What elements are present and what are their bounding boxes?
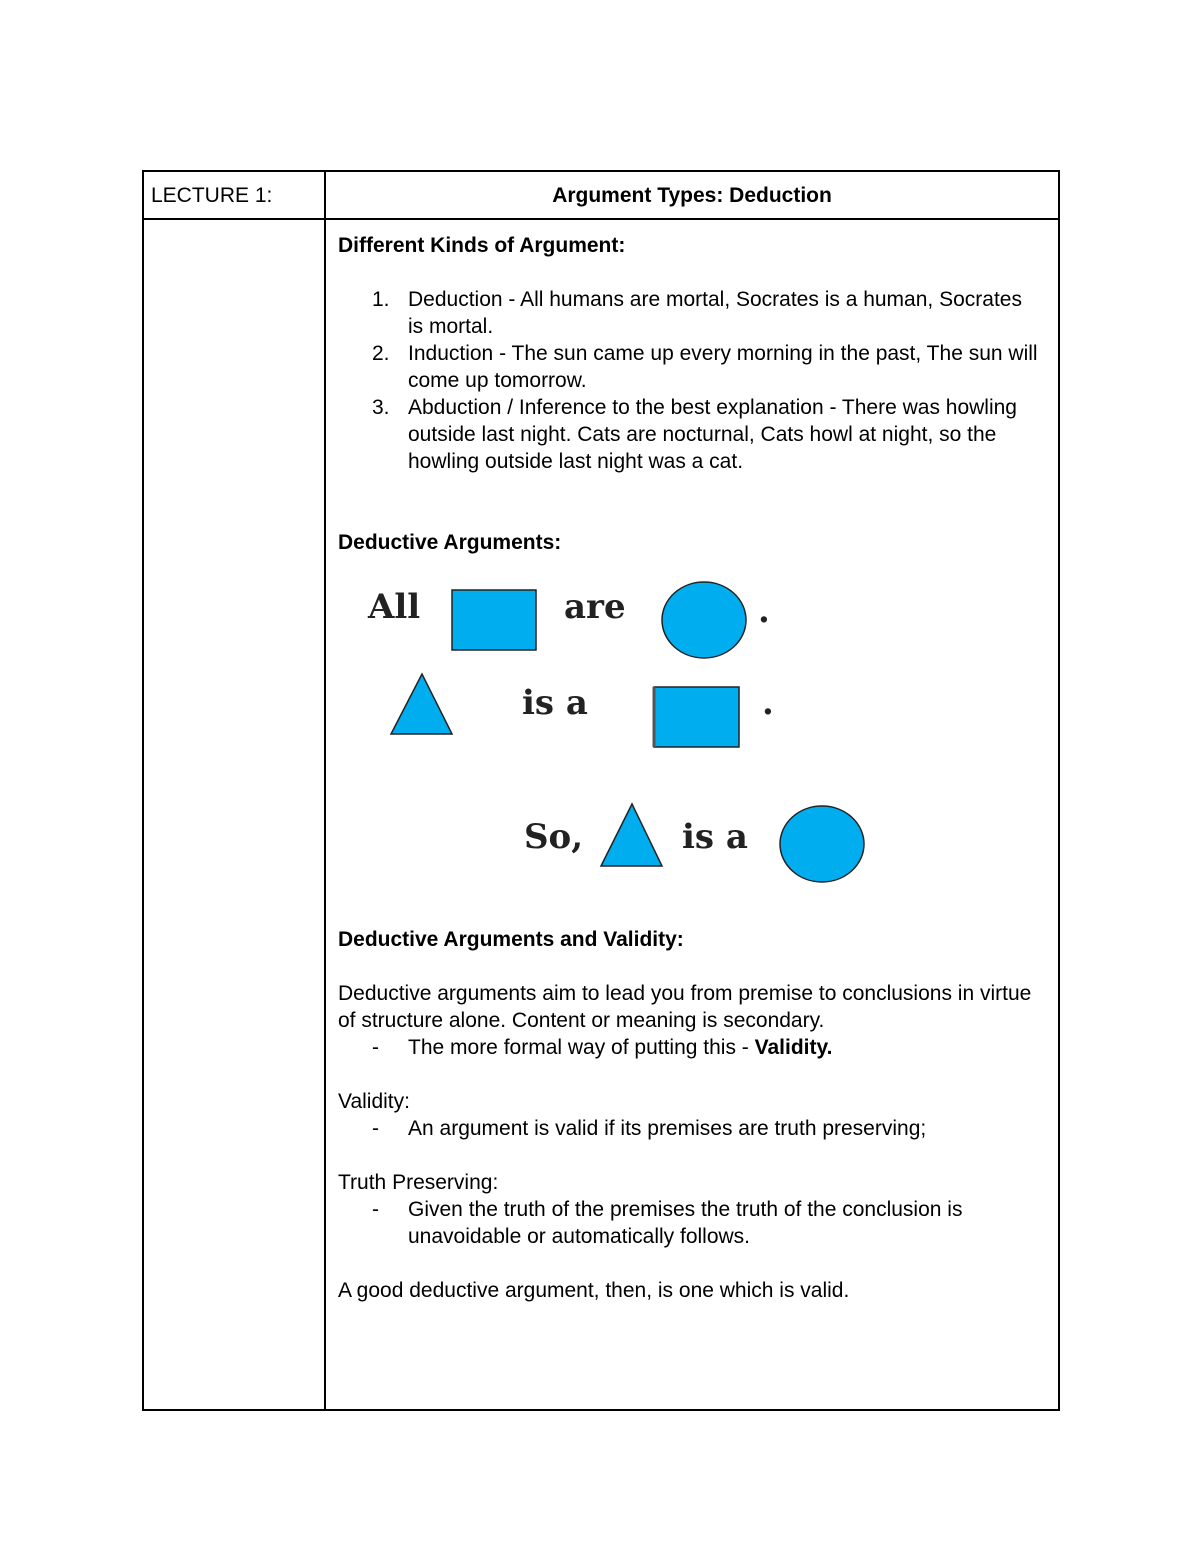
kinds-heading: Different Kinds of Argument: [338, 234, 626, 257]
validity-heading: Deductive Arguments and Validity: [338, 928, 684, 951]
bullet-dash: - [372, 1198, 379, 1221]
list-item [338, 286, 1038, 340]
triangle-shape [601, 804, 662, 866]
conclusion-text: A good deductive argument, then, is one which is valid. [338, 1279, 850, 1302]
square-shape [452, 590, 536, 650]
validity-label: Validity: [338, 1090, 410, 1113]
word-so: So, [524, 817, 584, 857]
circle-shape [780, 806, 864, 882]
bullet-dash: - [372, 1036, 379, 1059]
bullet-text: The more formal way of putting this - [408, 1036, 755, 1059]
triangle-shape [391, 674, 452, 734]
word-are: are [564, 587, 626, 627]
lecture-table [142, 170, 1060, 1411]
list-item [338, 340, 1038, 394]
lecture-label: LECTURE 1: [151, 184, 273, 207]
syllogism-diagram [338, 566, 1038, 926]
period: . [758, 591, 770, 631]
list-item [338, 1115, 1038, 1142]
kinds-list [338, 286, 1038, 475]
syllogism-shapes [338, 566, 1038, 926]
lecture-content [338, 232, 1038, 1304]
list-item-text: Induction - The sun came up every morning in the past, The sun will come up tomorrow. [408, 342, 1038, 392]
word-is-a: is a [682, 817, 748, 857]
word-is-a: is a [522, 683, 588, 723]
validity-intro: Deductive arguments aim to lead you from premise to conclusions in virtue of structure alone. Content or meaning is secondary. [338, 982, 1032, 1032]
list-item-text: Abduction / Inference to the best explanation - There was howling outside last night. Cats are nocturnal, Cats howl at night, so the howling outside last night was a cat. [408, 396, 1017, 473]
list-number: 1. [372, 288, 390, 311]
list-item-text: Deduction - All humans are mortal, Socrates is a human, Socrates is mortal. [408, 288, 1022, 338]
square-shape [654, 687, 739, 747]
word-all: All [368, 587, 421, 627]
list-item [338, 394, 1038, 475]
list-item [338, 1034, 1038, 1061]
list-number: 3. [372, 396, 390, 419]
deductive-heading: Deductive Arguments: [338, 531, 562, 554]
bullet-text: Given the truth of the premises the truth of the conclusion is unavoidable or automatically follows. [408, 1198, 963, 1248]
truth-label: Truth Preserving: [338, 1171, 499, 1194]
row-divider [142, 218, 1060, 220]
lecture-title: Argument Types: Deduction [552, 184, 832, 207]
period: . [762, 683, 774, 723]
list-item [338, 1196, 1038, 1250]
bullet-text: An argument is valid if its premises are truth preserving; [408, 1117, 927, 1140]
bullet-bold-text: Validity. [754, 1036, 833, 1059]
column-divider [324, 170, 326, 1411]
list-number: 2. [372, 342, 390, 365]
bullet-dash: - [372, 1117, 379, 1140]
circle-shape [662, 582, 746, 658]
